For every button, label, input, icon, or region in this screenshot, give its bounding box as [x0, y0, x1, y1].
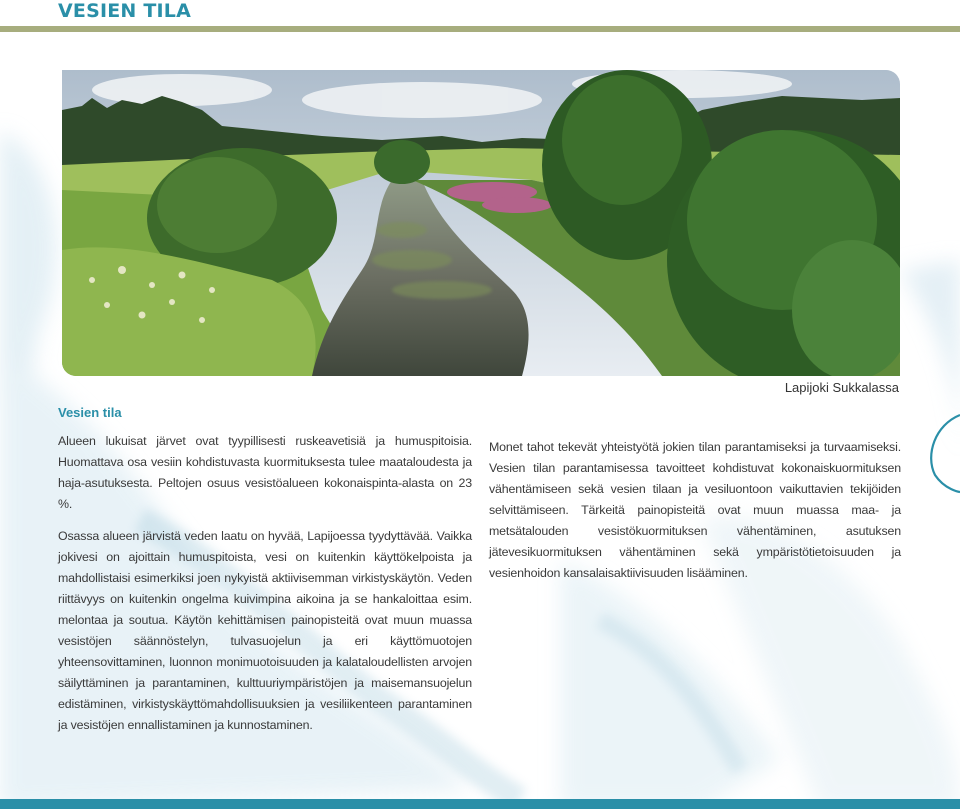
page-title: VESIEN TILA	[58, 0, 191, 22]
river-photo	[62, 70, 900, 376]
right-text-column	[489, 437, 901, 595]
paragraph: Monet tahot tekevät yhteistyötä jokien tilan parantamiseksi ja turvaamiseksi. Vesien tilan parantamisessa tavoitteet kohdistuvat kokonaiskuormituksen vähentämiseen sekä vesien tilaan ja vesiluontoon vaikuttavien tekijöiden selvittämiseen. Tärkeitä painopisteitä ovat muun muassa maa- ja metsätalouden vesistökuormituksen vähentäminen, asutuksen jätevesikuormituksen vähentäminen sekä ympäristötietoisuuden ja vesienhoidon kansalaisaktiivisuuden lisääminen.	[489, 440, 901, 580]
bottom-divider	[0, 799, 960, 809]
paragraph: Alueen lukuisat järvet ovat tyypillisesti ruskeavetisiä ja humuspitoisia. Huomattava osa vesiin kohdistuvasta kuormituksesta tulee maataloudesta ja haja-asutuksesta. Peltojen osuus vesistöalueen kokonaispinta-alasta on 23 %.	[58, 434, 472, 511]
right-edge-swirl	[931, 415, 960, 492]
section-heading: Vesien tila	[58, 405, 122, 420]
river-landscape-illustration	[62, 70, 900, 376]
top-divider	[0, 26, 960, 32]
left-text-column	[58, 431, 472, 736]
paragraph: Osassa alueen järvistä veden laatu on hyvää, Lapijoessa tyydyttävää. Vaikka jokivesi on ajoittain humuspitoista, vesi on kuitenkin käyttökelpoista ja mahdollistaisi esimerkiksi joen nykyistä aktiivisemman virkistyskäytön. Veden riittävyys on kuitenkin ongelma kuivimpina aikoina ja se hankaloittaa esim. melontaa ja soutua. Käytön kehittämisen painopisteitä ovat muun muassa vesistöjen säännöstelyn, tulvasuojelun ja eri käyttömuotojen yhteensovittaminen, luonnon monimuotoisuuden ja kalataloudellisten arvojen säilyttäminen ja parantaminen, kulttuuriympäristöjen ja maisemansuojelun edistäminen, virkistyskäyttömahdollisuuksien ja vesiliikenteen parantaminen ja vesistöjen ennallistaminen ja kunnostaminen.	[58, 529, 472, 732]
photo-caption: Lapijoki Sukkalassa	[784, 380, 899, 395]
